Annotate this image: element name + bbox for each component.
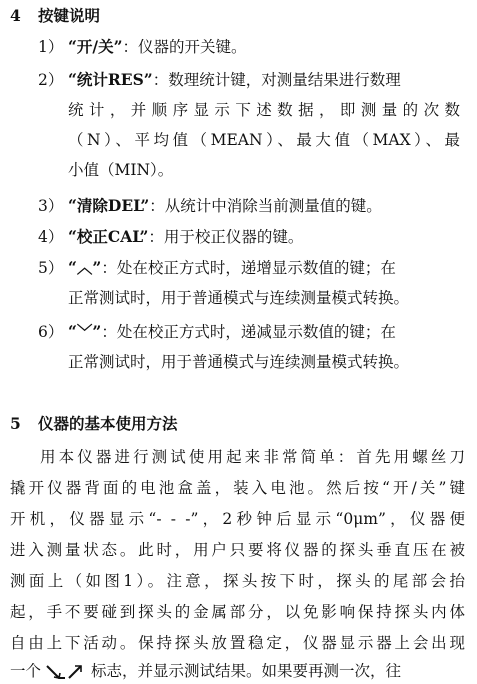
paragraph-line	[10, 661, 401, 681]
paragraph-line: 用本仪器进行测试使用起来非常简单：首先用螺丝刀	[40, 448, 465, 466]
key-name: “统计RES”	[68, 70, 153, 89]
paragraph-line: 开机，仪器显示“- - -”，2秒钟后显示“0μm”，仪器便	[10, 510, 465, 528]
list-item-1	[38, 37, 247, 57]
section-number: 5	[10, 414, 21, 433]
paragraph-text: 标志，并显示测试结果。如果要再测一次，往	[91, 662, 402, 680]
paragraph-line: 进入测量状态。此时，用户只要将仪器的探头垂直压在被	[10, 541, 465, 559]
list-item-2	[38, 70, 401, 90]
stable-indicator-icon	[41, 662, 91, 682]
item-text: ：处在校正方式时，递减显示数值的键；在	[101, 323, 396, 341]
paragraph-text: 一个	[10, 662, 42, 680]
key-name: “清除DEL”	[68, 196, 150, 215]
key-name: “︿”	[68, 258, 102, 277]
section-4-heading	[10, 6, 100, 26]
item-text-continued: （N）、平均值（MEAN）、最大值（MAX）、最	[68, 131, 460, 149]
item-number: 2）	[38, 71, 64, 89]
item-text: ：用于校正仪器的键。	[148, 228, 304, 246]
item-text: ：仪器的开关键。	[122, 38, 247, 56]
key-name: “﹀”	[68, 322, 102, 341]
item-number: 3）	[38, 197, 64, 215]
item-number: 5）	[38, 259, 64, 277]
list-item-6	[38, 322, 396, 342]
item-text: ：数理统计键，对测量结果进行数理	[152, 71, 401, 89]
paragraph-line: 起，手不要碰到探头的金属部分，以免影响保持探头内体	[10, 603, 465, 621]
section-title: 仪器的基本使用方法	[38, 414, 178, 433]
item-number: 1）	[38, 38, 64, 56]
item-number: 4）	[38, 228, 64, 246]
item-text-continued: 正常测试时，用于普通模式与连续测量模式转换。	[68, 289, 410, 307]
item-text: ：处在校正方式时，递增显示数值的键；在	[101, 259, 396, 277]
list-item-4	[38, 227, 303, 247]
item-text-continued: 小值（MIN）。	[68, 161, 174, 179]
section-5-heading	[10, 414, 178, 434]
paragraph-line: 测面上（如图1）。注意，探头按下时，探头的尾部会抬	[10, 572, 465, 590]
item-number: 6）	[38, 323, 64, 341]
item-text-continued: 统计，并顺序显示下述数据，即测量的次数	[68, 101, 460, 119]
section-number: 4	[10, 6, 21, 25]
item-text-continued: 正常测试时，用于普通模式与连续测量模式转换。	[68, 353, 410, 371]
key-name: “开/关”	[68, 37, 123, 56]
item-text: ：从统计中消除当前测量值的键。	[149, 197, 382, 215]
paragraph-line: 自由上下活动。保持探头放置稳定，仪器显示器上会出现	[10, 634, 465, 652]
key-name: “校正CAL”	[68, 227, 149, 246]
list-item-5	[38, 258, 396, 278]
list-item-3	[38, 196, 382, 216]
paragraph-line: 撬开仪器背面的电池盒盖，装入电池。然后按“开/关”键	[10, 479, 465, 497]
section-title: 按键说明	[38, 6, 101, 25]
